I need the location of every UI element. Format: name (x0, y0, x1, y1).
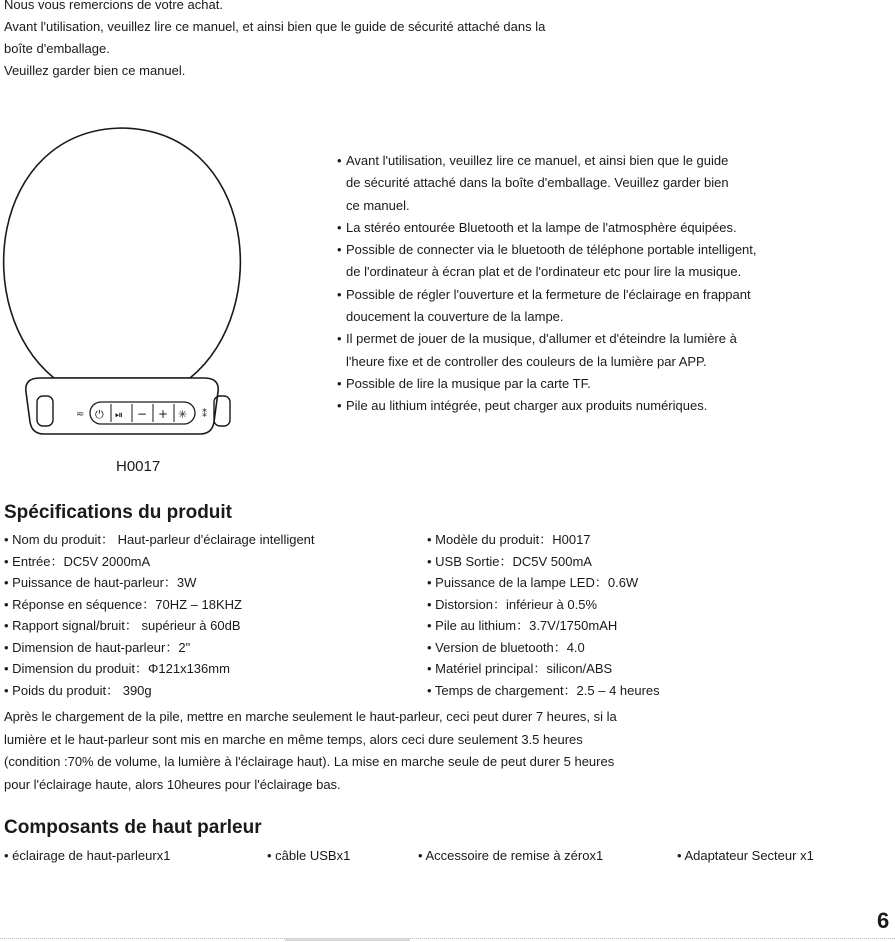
feature-text: Pile au lithium intégrée, peut charger aux produits numériques. (346, 398, 708, 414)
model-label: H0017 (116, 458, 161, 475)
spec-row: • Modèle du produit：H0017 (427, 532, 591, 547)
paragraph-line: Après le chargement de la pile, mettre en marche seulement le haut-parleur, ceci peut durer 7 heures, si la (4, 709, 617, 724)
spec-row: • Puissance de la lampe LED：0.6W (427, 575, 639, 590)
intro-text (4, 0, 545, 82)
speaker-illustration (0, 120, 260, 440)
feature-text: l'heure fixe et de controller des couleurs de la lumière par APP. (346, 353, 707, 369)
speaker-globe (4, 128, 241, 378)
intro-line: boîte d'emballage. (4, 41, 110, 56)
play-pause-icon: ⏯ (115, 410, 123, 421)
feature-text: La stéréo entourée Bluetooth et la lampe de l'atmosphère équipées. (346, 219, 737, 235)
components-heading: Composants de haut parleur (4, 817, 262, 838)
list-item: • Possible de lire la musique par la carte TF. (337, 375, 591, 391)
plus-icon: + (158, 407, 169, 421)
feature-text: ce manuel. (346, 197, 410, 213)
spec-row: • Nom du produit： Haut-parleur d'éclairage intelligent (4, 532, 315, 547)
spec-row: • Entrée：DC5V 2000mA (4, 553, 151, 569)
list-item: • Il permet de jouer de la musique, d'allumer et d'éteindre la lumière à l'heure fixe et de controller des couleurs de la lumière par APP. (337, 328, 757, 373)
spec-row: • Distorsion：inférieur à 0.5% (427, 596, 598, 612)
light-indicator-icon: ≂ (76, 409, 85, 420)
spec-row: • Puissance de haut-parleur：3W (4, 575, 197, 590)
feature-text: Possible de régler l'ouverture et la fermeture de l'éclairage en frappant (346, 286, 751, 302)
component-item: • câble USBx1 (267, 848, 351, 863)
feature-text: Possible de connecter via le bluetooth de téléphone portable intelligent, (346, 242, 757, 258)
light-mode-icon: ✳ (178, 408, 188, 421)
specs-heading: Spécifications du produit (4, 502, 233, 523)
paragraph-line: lumière et le haut-parleur sont mis en marche en même temps, alors ceci dure seulement 3.5 heures (4, 731, 583, 747)
specs-left-column (4, 529, 315, 701)
feature-text: de sécurité attaché dans la boîte d'emballage. Veuillez garder bien (346, 175, 729, 191)
spec-row: • Matériel principal：silicon/ABS (427, 661, 613, 676)
battery-paragraph (4, 706, 617, 796)
feature-text: Il permet de jouer de la musique, d'allumer et d'éteindre la lumière à (346, 331, 737, 347)
intro-line: Nous vous remercions de votre achat. (4, 0, 223, 12)
footer-divider (0, 938, 895, 939)
specs-right-column (427, 529, 660, 701)
footer-tab (285, 938, 410, 941)
feature-text: de l'ordinateur à écran plat et de l'ordinateur etc pour lire la musique. (346, 264, 742, 280)
charge-indicator-icon: ⁑ (202, 409, 207, 420)
page-number: 6 (877, 908, 890, 933)
feature-text: Avant l'utilisation, veuillez lire ce manuel, et ainsi bien que le guide (346, 153, 729, 168)
list-item: • Possible de régler l'ouverture et la fermeture de l'éclairage en frappant doucement la couverture de la lampe. (337, 284, 757, 329)
spec-row: • Poids du produit： 390g (4, 682, 152, 698)
feature-list (337, 150, 757, 418)
power-icon: ⏻ (95, 408, 104, 421)
feature-text: doucement la couverture de la lampe. (346, 309, 564, 325)
component-item: • Accessoire de remise à zérox1 (418, 848, 604, 863)
intro-line: Veuillez garder bien ce manuel. (4, 63, 186, 78)
spec-row: • Pile au lithium：3.7V/1750mAH (427, 618, 618, 633)
component-item: • Adaptateur Secteur x1 (677, 848, 814, 863)
list-item: • La stéréo entourée Bluetooth et la lampe de l'atmosphère équipées. (337, 219, 737, 235)
spec-row: • Version de bluetooth：4.0 (427, 639, 585, 655)
speaker-base (26, 378, 218, 434)
list-item: • Possible de connecter via le bluetooth de téléphone portable intelligent, de l'ordinateur à écran plat et de l'ordinateur etc pour lire la musique. (337, 239, 757, 284)
component-item: • éclairage de haut-parleurx1 (4, 848, 171, 863)
intro-line: Avant l'utilisation, veuillez lire ce manuel, et ainsi bien que le guide de sécurité attaché dans la (4, 19, 546, 34)
spec-row: • USB Sortie：DC5V 500mA (427, 553, 592, 569)
spec-row: • Réponse en séquence：70HZ – 18KHZ (4, 596, 242, 612)
feature-text: Possible de lire la musique par la carte TF. (346, 375, 591, 391)
spec-row: • Dimension du produit：Φ121x136mm (4, 661, 230, 676)
list-item: • Avant l'utilisation, veuillez lire ce manuel, et ainsi bien que le guide de sécurité attaché dans la boîte d'emballage. Veuillez garder bien ce manuel. (337, 150, 757, 217)
spec-row: • Dimension de haut-parleur：2" (4, 639, 191, 655)
spec-row: • Temps de chargement：2.5 – 4 heures (427, 682, 660, 698)
paragraph-line: (condition :70% de volume, la lumière à l'éclairage haut). La mise en marche seule de peut durer 5 heures (4, 754, 615, 769)
spec-row: • Rapport signal/bruit： supérieur à 60dB (4, 618, 241, 633)
minus-icon: − (137, 407, 148, 421)
list-item: • Pile au lithium intégrée, peut charger aux produits numériques. (337, 398, 708, 414)
paragraph-line: pour l'éclairage haute, alors 10heures pour l'éclairage bas. (4, 776, 341, 792)
